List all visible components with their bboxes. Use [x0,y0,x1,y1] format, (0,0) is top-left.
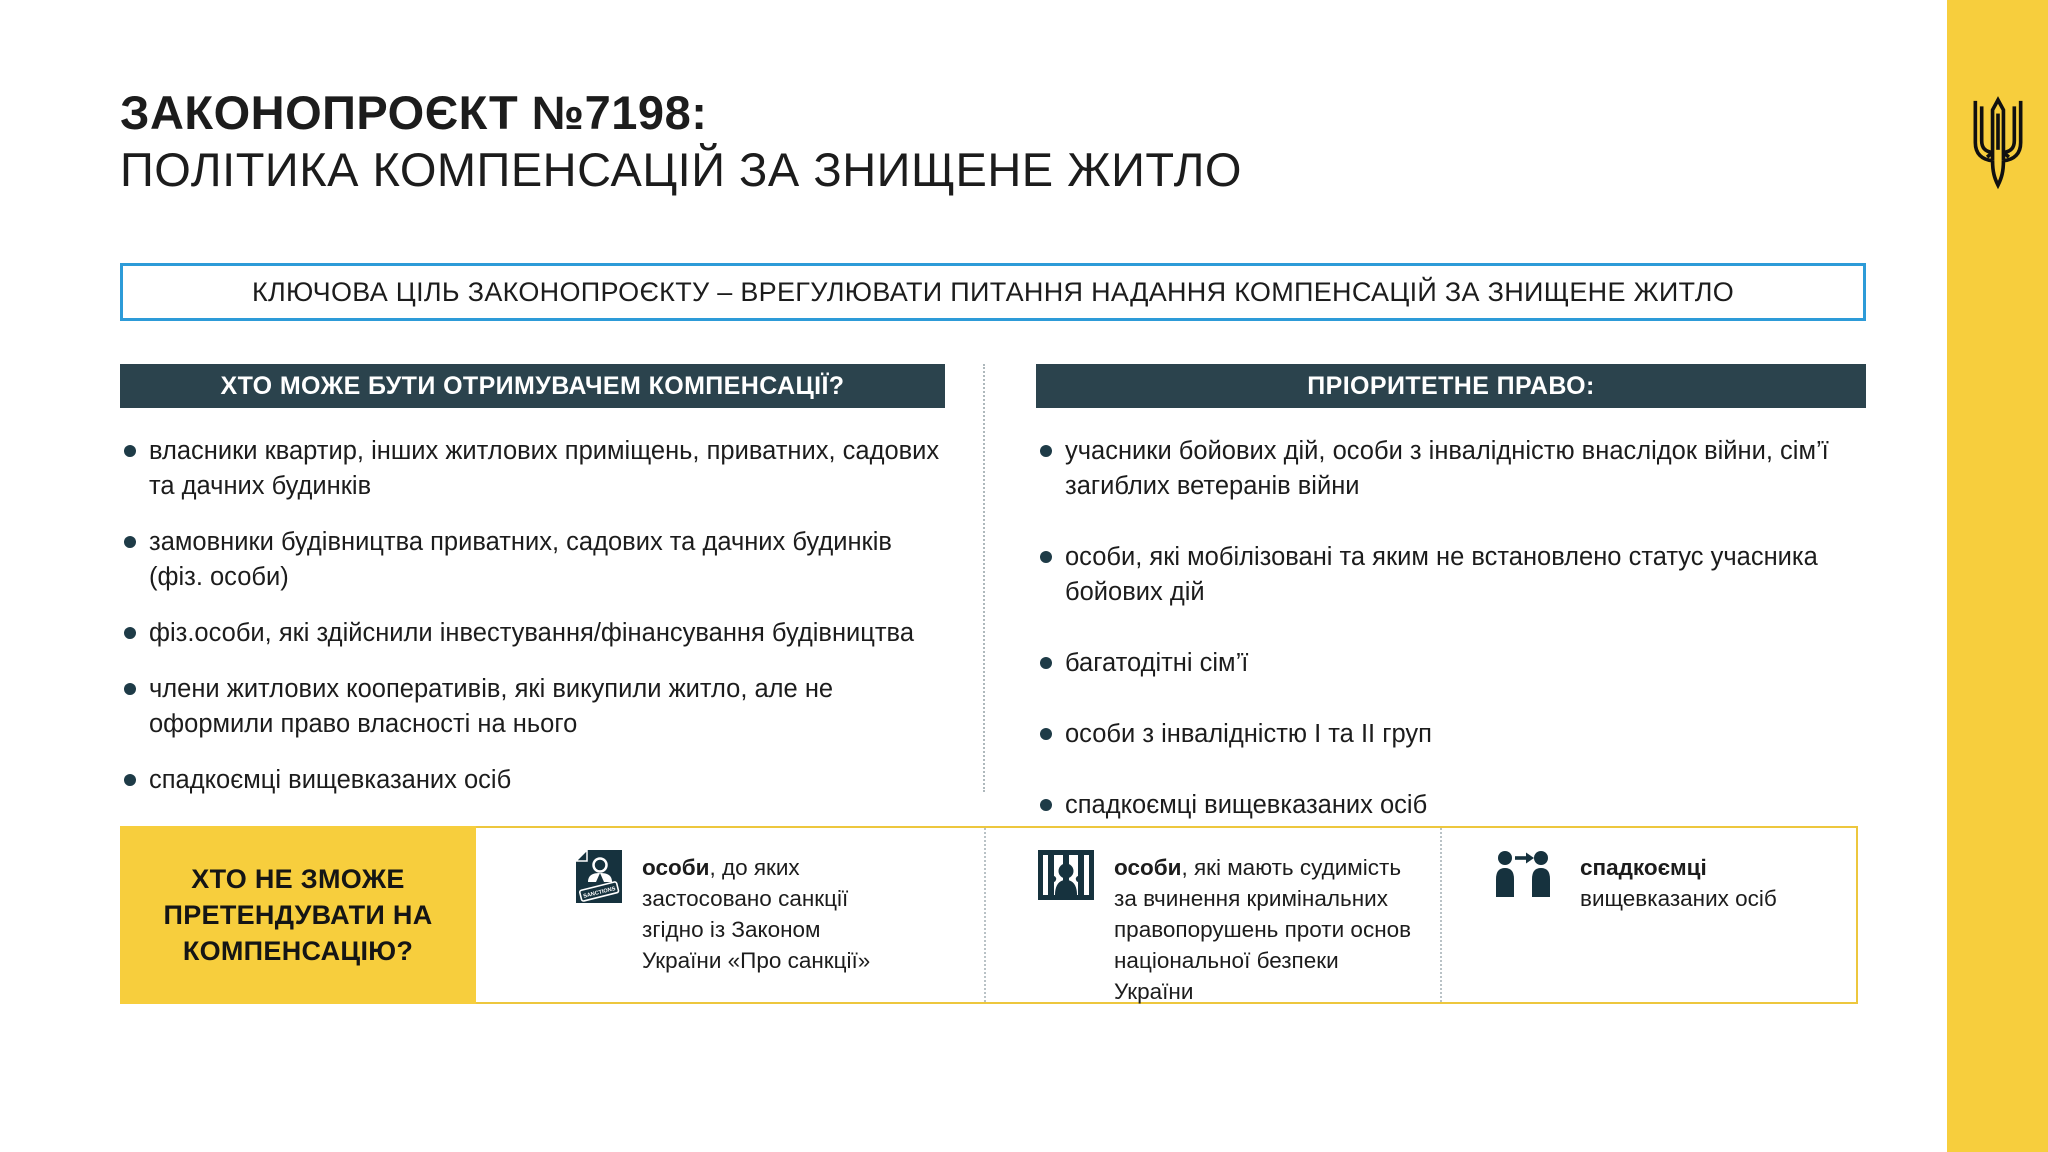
priority-header: ПРІОРИТЕТНЕ ПРАВО: [1036,364,1866,408]
excluded-section [120,826,1858,1004]
excluded-item-rest: , до яких застосовано санкції згідно із Законом України «Про санкції» [642,855,871,973]
tryzub-emblem [1969,95,2027,201]
excluded-item-text [642,852,904,976]
excluded-item-text [1114,852,1414,1007]
list-item-text: члени житлових кооперативів, які викупили житло, але не оформили право власності на нього [149,675,834,738]
dotted-column-divider [983,364,985,792]
excluded-item-bold: особи [1114,855,1182,880]
bullet-dot-icon [124,774,136,786]
list-item [124,763,945,798]
columns-section [120,364,1866,859]
list-item [1040,540,1866,610]
excluded-item-heirs [1440,828,1856,1002]
column-recipients [120,364,945,859]
recipients-list [120,434,945,798]
title-subtitle: ПОЛІТИКА КОМПЕНСАЦІЙ ЗА ЗНИЩЕНЕ ЖИТЛО [120,143,1242,197]
excluded-header-box [120,826,476,1004]
list-item-text: особи з інвалідністю І та ІІ груп [1065,720,1432,748]
list-item-text: замовники будівництва приватних, садових та дачних будинків (фіз. особи) [149,528,892,591]
bullet-dot-icon [1040,657,1052,669]
list-item [1040,717,1866,752]
list-item-text: учасники бойових дій, особи з інвалідністю внаслідок війни, сім’ї загиблих ветеранів війни [1065,437,1829,500]
bullet-dot-icon [124,627,136,639]
title-law-number: ЗАКОНОПРОЄКТ №7198: [120,86,708,139]
excluded-item-bold: особи [642,855,710,880]
list-item [1040,434,1866,504]
column-priority [1036,364,1866,859]
bullet-dot-icon [1040,728,1052,740]
list-item-text: власники квартир, інших житлових приміщень, приватних, садових та дачних будинків [149,437,940,500]
excluded-item-bold: спадкоємці [1580,855,1707,880]
sanctions-document-icon [576,850,622,908]
heirs-people-icon [1494,850,1560,902]
excluded-item-sanctions [476,828,984,1002]
excluded-item-text [1580,852,1810,914]
list-item [124,616,945,651]
bullet-dot-icon [124,683,136,695]
list-item [1040,646,1866,681]
bullet-dot-icon [1040,551,1052,563]
recipients-header: ХТО МОЖЕ БУТИ ОТРИМУВАЧЕМ КОМПЕНСАЦІЇ? [120,364,945,408]
bullet-dot-icon [124,445,136,457]
list-item [1040,788,1866,823]
key-goal-text: КЛЮЧОВА ЦІЛЬ ЗАКОНОПРОЄКТУ – ВРЕГУЛЮВАТИ ПИТАННЯ НАДАННЯ КОМПЕНСАЦІЙ ЗА ЗНИЩЕНЕ ЖИТЛО [251,276,1735,307]
page-title [120,84,1242,199]
list-item [124,525,945,595]
list-item-text: спадкоємці вищевказаних осіб [149,766,512,794]
list-item [124,434,945,504]
excluded-item-rest: , які мають судимість за вчинення кримінальних правопорушень проти основ національної безпеки України [1114,855,1412,1004]
bullet-dot-icon [1040,799,1052,811]
list-item-text: фіз.особи, які здійснили інвестування/фінансування будівництва [149,619,914,647]
bullet-dot-icon [1040,445,1052,457]
bullet-dot-icon [124,536,136,548]
priority-list [1036,434,1866,823]
excluded-header-text: ХТО НЕ ЗМОЖЕ ПРЕТЕНДУВАТИ НА КОМПЕНСАЦІЮ? [163,864,433,966]
excluded-item-criminal-record [984,828,1440,1002]
key-goal-box [120,263,1866,321]
yellow-side-band [1947,0,2048,1152]
excluded-item-rest: вищевказаних осіб [1580,886,1777,911]
list-item [124,672,945,742]
list-item-text: багатодітні сім’ї [1065,649,1249,677]
list-item-text: спадкоємці вищевказаних осіб [1065,791,1428,819]
svg-text:SANCTIONS: SANCTIONS [582,886,617,900]
list-item-text: особи, які мобілізовані та яким не встановлено статус учасника бойових дій [1065,543,1818,606]
prison-bars-icon [1038,850,1094,905]
